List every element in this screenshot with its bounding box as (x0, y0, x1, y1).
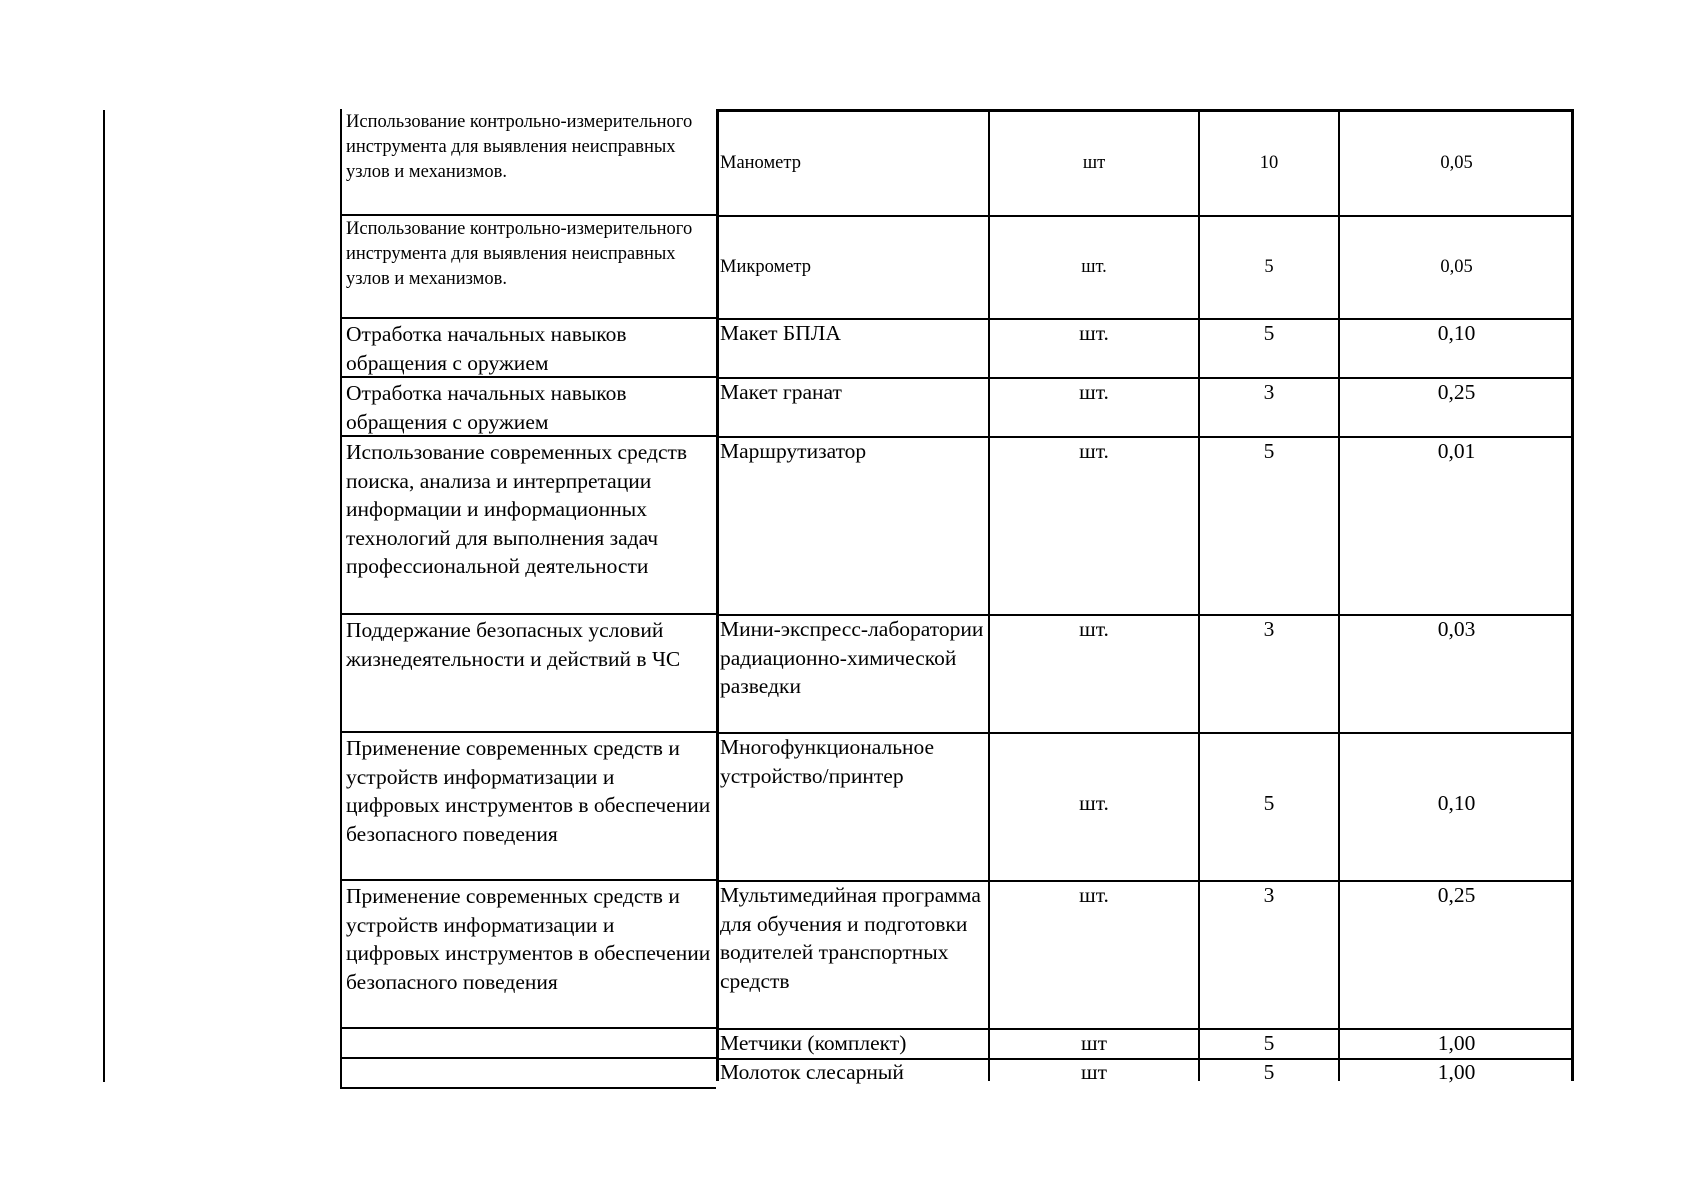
quantity-cell: 5 (1264, 257, 1274, 277)
activity-text: Применение современных средств и устройств информатизации и цифровых инструментов в обеспечении безопасного поведения (346, 884, 711, 994)
quantity-cell: 5 (1263, 791, 1275, 815)
item-name: Метчики (комплект) (720, 1031, 907, 1055)
unit-cell: шт. (1081, 257, 1107, 277)
item-name: Мини-экспресс-лаборатории радиационно-химической разведки (720, 617, 984, 698)
unit-cell: шт. (1079, 321, 1109, 345)
unit-cell: шт. (1079, 380, 1109, 404)
item-name: Манометр (720, 153, 801, 173)
quantity-cell: 3 (1263, 883, 1275, 907)
unit-cell: шт. (1079, 883, 1109, 907)
activity-cell (340, 1029, 716, 1059)
activity-cell (340, 1059, 716, 1089)
item-name: Маршрутизатор (720, 439, 867, 463)
quantity-cell: 5 (1263, 439, 1275, 463)
activity-cell (340, 378, 716, 437)
unit-cell: шт (1082, 153, 1106, 173)
activity-text: Использование современных средств поиска, анализа и интерпретации информации и информационных технологий для выполнения задач профессиональной деятельности (346, 440, 688, 578)
item-name: Макет гранат (720, 380, 842, 404)
quantity-cell: 5 (1263, 321, 1275, 345)
quantity-cell: 5 (1263, 1060, 1275, 1084)
quantity-cell: 3 (1263, 380, 1275, 404)
unit-cell: шт (1081, 1031, 1107, 1055)
quantity-cell: 10 (1259, 153, 1279, 173)
quantity-cell: 3 (1263, 617, 1275, 641)
norm-cell: 1,00 (1437, 1060, 1476, 1084)
activity-cell (340, 216, 716, 319)
activity-cell (340, 109, 716, 216)
unit-cell: шт. (1079, 791, 1109, 815)
norm-cell: 0,03 (1437, 617, 1476, 641)
activity-cell (340, 437, 716, 615)
item-name: Многофункциональное устройство/принтер (720, 735, 935, 788)
activity-cell (340, 319, 716, 378)
item-name: Мультимедийная программа для обучения и подготовки водителей транспортных средств (720, 883, 981, 993)
activity-text: Применение современных средств и устройств информатизации и цифровых инструментов в обеспечении безопасного поведения (346, 736, 711, 846)
page-margin-rule (103, 110, 105, 1082)
activity-text: Использование контрольно-измерительного инструмента для выявления неисправных узлов и механизмов. (346, 219, 693, 289)
activity-text: Поддержание безопасных условий жизнедеятельности и действий в ЧС (346, 618, 681, 671)
row-divider (716, 215, 1574, 217)
activity-cell (340, 881, 716, 1029)
item-name: Молоток слесарный (720, 1060, 904, 1084)
unit-cell: шт. (1079, 439, 1109, 463)
unit-cell: шт (1081, 1060, 1107, 1084)
norm-cell: 0,10 (1437, 791, 1476, 815)
norm-cell: 1,00 (1437, 1031, 1476, 1055)
norm-cell: 0,05 (1440, 257, 1473, 277)
norm-cell: 0,05 (1440, 153, 1473, 173)
activity-cell (340, 615, 716, 733)
activity-text: Отработка начальных навыков обращения с оружием (346, 322, 627, 375)
norm-cell: 0,25 (1437, 883, 1476, 907)
norm-cell: 0,01 (1437, 439, 1476, 463)
norm-cell: 0,10 (1437, 321, 1476, 345)
item-name: Макет БПЛА (720, 321, 841, 345)
unit-cell: шт. (1079, 617, 1109, 641)
activity-text: Использование контрольно-измерительного инструмента для выявления неисправных узлов и механизмов. (346, 112, 693, 182)
activity-text: Отработка начальных навыков обращения с оружием (346, 381, 627, 434)
activity-cell (340, 733, 716, 881)
quantity-cell: 5 (1263, 1031, 1275, 1055)
item-name: Микрометр (720, 257, 811, 277)
norm-cell: 0,25 (1437, 380, 1476, 404)
